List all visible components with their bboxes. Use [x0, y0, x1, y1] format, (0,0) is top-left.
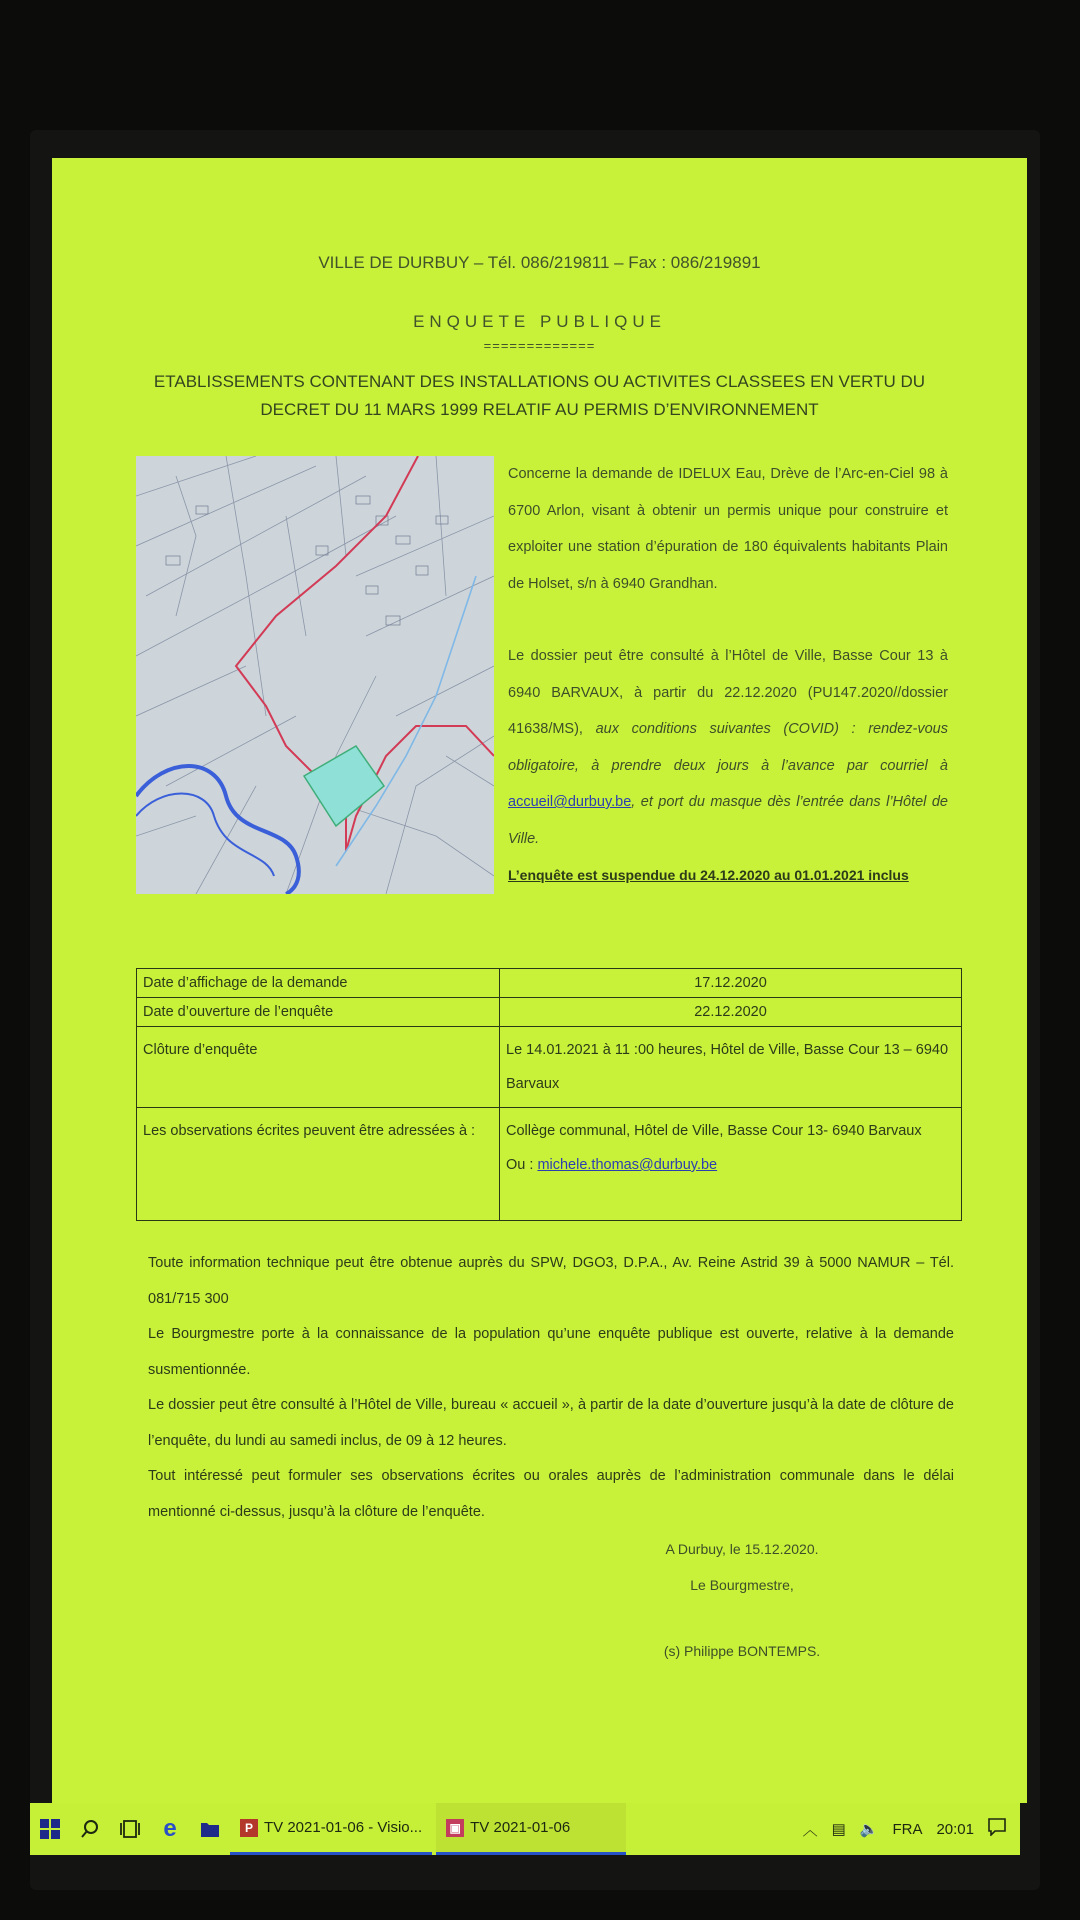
- row-value: [500, 1108, 962, 1221]
- site-map-drawing: [136, 456, 494, 894]
- taskbar-task-tv[interactable]: [436, 1803, 626, 1855]
- chevron-up-icon[interactable]: ︿: [802, 1821, 818, 1839]
- subtitle-line-2: DECRET DU 11 MARS 1999 RELATIF AU PERMIS D’ENVIRONNEMENT: [260, 400, 819, 419]
- signatory-name: (s) Philippe BONTEMPS.: [663, 1643, 821, 1659]
- place-date: A Durbuy, le 15.12.2020.: [665, 1541, 819, 1557]
- email-link-accueil[interactable]: accueil@durbuy.be: [508, 794, 632, 810]
- table-row: [137, 1108, 962, 1221]
- file-explorer-icon[interactable]: [190, 1803, 230, 1855]
- dossier-conditions-end: , et port du masque dès l’entrée dans l’Hôtel de Ville.: [508, 794, 948, 847]
- dossier-conditions: aux conditions suivantes (COVID) : rendez-vous obligatoire, à prendre deux jours à l’avance par courriel à: [508, 721, 948, 774]
- task-label: TV 2021-01-06 - Visio...: [264, 1819, 423, 1836]
- enquiry-dates-table: [136, 968, 962, 1221]
- edge-browser-icon[interactable]: e: [163, 1815, 177, 1842]
- municipality-header: VILLE DE DURBUY – Tél. 086/219811 – Fax : 086/219891: [318, 253, 761, 272]
- dossier-paragraph: [508, 638, 948, 857]
- dossier-text: Le dossier peut être consulté à l’Hôtel de Ville, Basse Cour 13 à 6940 BARVAUX, à partir du 22.12.2020 (PU147.2020//dossier 41638/MS),: [508, 648, 948, 737]
- row-value: 22.12.2020: [500, 998, 962, 1027]
- taskbar-task-visio[interactable]: [230, 1803, 432, 1855]
- technical-info-paragraph: Toute information technique peut être obtenue auprès du SPW, DGO3, D.P.A., Av. Reine Astrid 39 à 5000 NAMUR – Tél. 081/715 300: [148, 1255, 954, 1307]
- search-icon[interactable]: [70, 1803, 110, 1855]
- row-value-address: Collège communal, Hôtel de Ville, Basse Cour 13- 6940 Barvaux: [506, 1123, 922, 1139]
- suspension-notice: L’enquête est suspendue du 24.12.2020 au 01.01.2021 inclus: [508, 867, 909, 883]
- system-tray: [803, 1818, 1020, 1840]
- notifications-icon[interactable]: [988, 1818, 1006, 1840]
- row-label: Clôture d’enquête: [137, 1027, 500, 1108]
- row-label: Date d’affichage de la demande: [137, 969, 500, 998]
- table-row: [137, 1027, 962, 1108]
- site-map: [136, 456, 494, 894]
- title-underline: =============: [483, 338, 596, 353]
- notice-subtitle: [112, 368, 967, 424]
- signature-block: [612, 1531, 872, 1669]
- slideshow-icon: ▣: [446, 1819, 464, 1837]
- observations-paragraph: Tout intéressé peut formuler ses observations écrites ou orales auprès de l’administration communale dans le délai mentionné ci-dessus, jusqu’à la clôture de l’enquête.: [148, 1468, 954, 1520]
- intro-text: [508, 456, 948, 894]
- language-indicator[interactable]: FRA: [892, 1820, 923, 1838]
- announcement-paragraph: Le Bourgmestre porte à la connaissance de la population qu’une enquête publique est ouverte, relative à la demande susmentionnée.: [148, 1326, 954, 1378]
- windows-taskbar: [30, 1803, 1020, 1855]
- request-paragraph: Concerne la demande de IDELUX Eau, Drève de l’Arc-en-Ciel 98 à 6700 Arlon, visant à obtenir un permis unique pour construire et exploiter une station d’épuration de 180 équivalents habitants Plain de Holset, s/n à 6940 Grandhan.: [508, 466, 948, 592]
- table-row: [137, 998, 962, 1027]
- subtitle-line-1: ETABLISSEMENTS CONTENANT DES INSTALLATIONS OU ACTIVITES CLASSEES EN VERTU DU: [153, 372, 926, 391]
- row-label: Date d’ouverture de l’enquête: [137, 998, 500, 1027]
- volume-icon[interactable]: 🔈: [859, 1821, 879, 1838]
- row-value-email-line: [506, 1148, 955, 1182]
- row-value: Le 14.01.2021 à 11 :00 heures, Hôtel de Ville, Basse Cour 13 – 6940 Barvaux: [500, 1027, 962, 1108]
- powerpoint-icon: P: [240, 1819, 258, 1837]
- task-view-icon[interactable]: [110, 1803, 150, 1855]
- row-value: 17.12.2020: [500, 969, 962, 998]
- email-link-michele[interactable]: michele.thomas@durbuy.be: [537, 1157, 718, 1173]
- or-label: Ou :: [506, 1157, 538, 1173]
- clock[interactable]: 20:01: [936, 1820, 974, 1838]
- row-label: Les observations écrites peuvent être adressées à :: [137, 1108, 500, 1221]
- windows-start-icon[interactable]: [30, 1803, 70, 1855]
- notice-title: ENQUETE PUBLIQUE: [413, 312, 666, 331]
- notice-screen: [52, 158, 1027, 1803]
- signatory-title: Le Bourgmestre,: [690, 1577, 794, 1593]
- task-label: TV 2021-01-06: [470, 1819, 571, 1836]
- consultation-paragraph: Le dossier peut être consulté à l’Hôtel de Ville, bureau « accueil », à partir de la date d’ouverture jusqu’à la date de clôture de l’enquête, du lundi au samedi inclus, de 09 à 12 heures.: [148, 1397, 954, 1449]
- network-icon[interactable]: ▤: [831, 1821, 846, 1838]
- notice-body: [148, 1246, 954, 1530]
- table-row: [137, 969, 962, 998]
